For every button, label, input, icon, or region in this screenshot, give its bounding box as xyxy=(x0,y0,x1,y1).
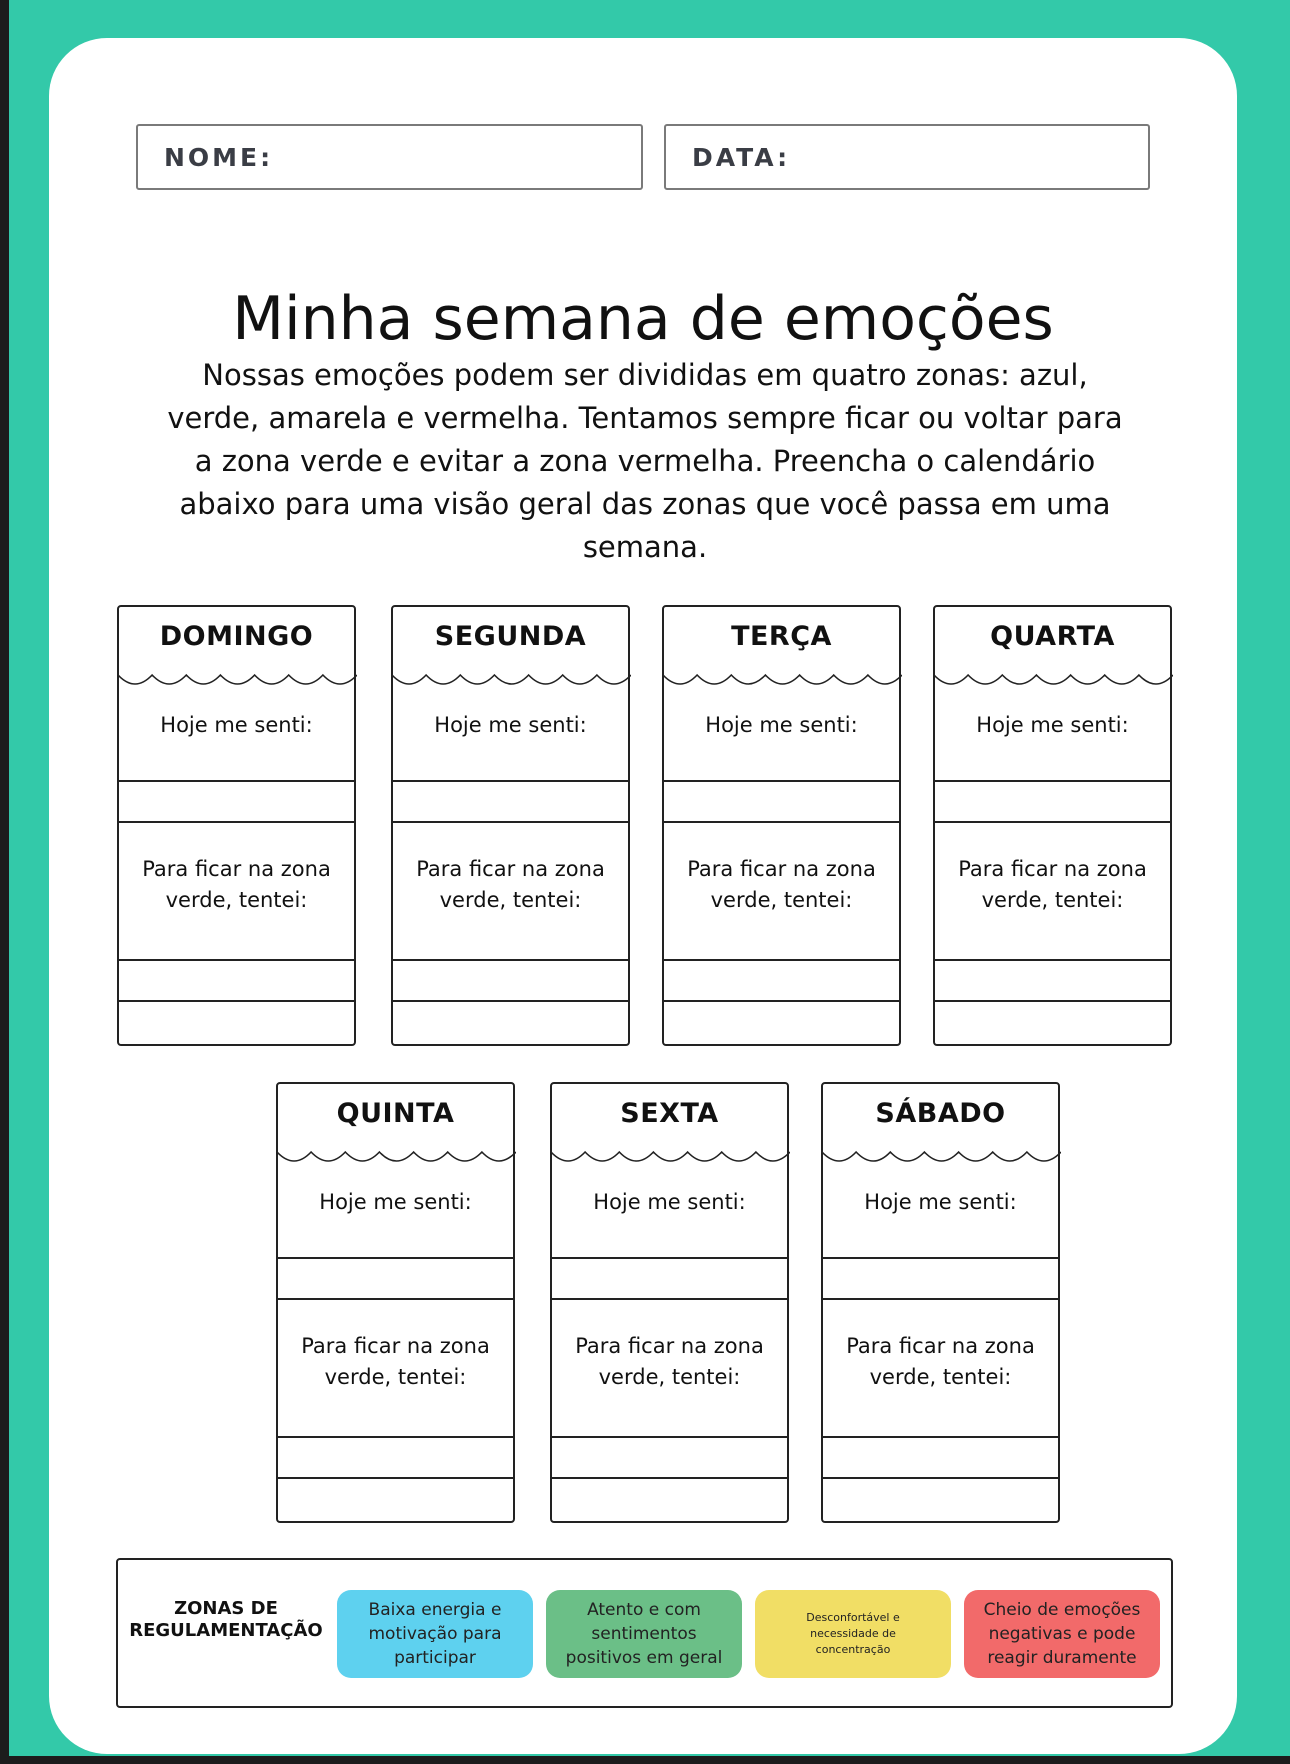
zones-legend xyxy=(116,1558,1173,1708)
tried-line: Para ficar na zona xyxy=(687,857,876,881)
tried-label xyxy=(282,1331,509,1393)
zone-blue-card xyxy=(337,1590,533,1678)
day-card xyxy=(117,605,356,1046)
answer-area[interactable] xyxy=(119,1002,354,1042)
divider-line xyxy=(278,1298,513,1300)
page-title: Minha semana de emoções xyxy=(232,284,1054,354)
divider-line xyxy=(664,821,899,823)
felt-label: Hoje me senti: xyxy=(434,713,587,737)
tried-line: verde, tentei: xyxy=(710,888,853,912)
tried-line: Para ficar na zona xyxy=(301,1334,490,1358)
answer-area[interactable] xyxy=(278,1438,513,1476)
answer-area[interactable] xyxy=(119,782,354,820)
tried-line: Para ficar na zona xyxy=(846,1334,1035,1358)
answer-area[interactable] xyxy=(278,1479,513,1519)
tried-line: Para ficar na zona xyxy=(575,1334,764,1358)
felt-label: Hoje me senti: xyxy=(160,713,313,737)
legend-title-line: ZONAS DE xyxy=(174,1598,278,1619)
tried-line: Para ficar na zona xyxy=(416,857,605,881)
wave-divider xyxy=(118,669,357,691)
answer-area[interactable] xyxy=(935,1002,1170,1042)
tried-label xyxy=(397,854,624,916)
zone-text-line: negativas e pode xyxy=(988,1624,1136,1644)
answer-area[interactable] xyxy=(664,961,899,999)
zone-yellow-card xyxy=(755,1590,951,1678)
day-name: SEGUNDA xyxy=(434,621,587,652)
zone-text-line: motivação para xyxy=(368,1624,502,1644)
felt-label: Hoje me senti: xyxy=(593,1190,746,1214)
answer-area[interactable] xyxy=(278,1259,513,1297)
tried-line: verde, tentei: xyxy=(598,1365,741,1389)
wave-divider xyxy=(934,669,1173,691)
zone-text-line: reagir duramente xyxy=(987,1648,1137,1668)
day-name: SEXTA xyxy=(620,1098,719,1129)
felt-label: Hoje me senti: xyxy=(976,713,1129,737)
felt-label: Hoje me senti: xyxy=(319,1190,472,1214)
day-name: SÁBADO xyxy=(875,1098,1006,1129)
zone-text-line: Atento e com xyxy=(587,1600,701,1620)
tried-label xyxy=(939,854,1166,916)
intro-line: Nossas emoções podem ser divididas em quatro zonas: azul, xyxy=(202,358,1088,392)
zone-text-line: Cheio de emoções xyxy=(983,1600,1141,1620)
zone-text-line: sentimentos xyxy=(591,1624,697,1644)
day-card xyxy=(276,1082,515,1523)
answer-area[interactable] xyxy=(552,1479,787,1519)
wave-divider xyxy=(392,669,631,691)
divider-line xyxy=(119,821,354,823)
date-label: DATA: xyxy=(692,142,791,172)
day-name: QUARTA xyxy=(990,621,1115,652)
zone-text-line: Desconfortável e xyxy=(806,1611,900,1624)
zone-green-card xyxy=(546,1590,742,1678)
answer-area[interactable] xyxy=(823,1479,1058,1519)
answer-area[interactable] xyxy=(664,782,899,820)
answer-area[interactable] xyxy=(393,961,628,999)
tried-line: verde, tentei: xyxy=(869,1365,1012,1389)
tried-label xyxy=(668,854,895,916)
day-card xyxy=(821,1082,1060,1523)
left-edge-strip xyxy=(0,0,9,1764)
bottom-edge-strip xyxy=(0,1756,1290,1764)
answer-area[interactable] xyxy=(823,1259,1058,1297)
day-card xyxy=(550,1082,789,1523)
tried-line: verde, tentei: xyxy=(165,888,308,912)
tried-line: verde, tentei: xyxy=(324,1365,467,1389)
zone-text-line: Baixa energia e xyxy=(368,1600,502,1620)
answer-area[interactable] xyxy=(393,782,628,820)
felt-label: Hoje me senti: xyxy=(705,713,858,737)
divider-line xyxy=(935,821,1170,823)
answer-area[interactable] xyxy=(552,1259,787,1297)
day-name: DOMINGO xyxy=(159,621,314,652)
divider-line xyxy=(552,1298,787,1300)
answer-area[interactable] xyxy=(552,1438,787,1476)
zone-text-line: concentração xyxy=(815,1643,891,1656)
legend-title-line: REGULAMENTAÇÃO xyxy=(129,1620,323,1641)
day-card xyxy=(933,605,1172,1046)
answer-area[interactable] xyxy=(664,1002,899,1042)
tried-label xyxy=(123,854,350,916)
wave-divider xyxy=(822,1146,1061,1168)
zone-red-card xyxy=(964,1590,1160,1678)
name-label: NOME: xyxy=(164,142,274,172)
zone-text-line: participar xyxy=(394,1648,476,1668)
day-card xyxy=(662,605,901,1046)
felt-label: Hoje me senti: xyxy=(864,1190,1017,1214)
date-field[interactable] xyxy=(664,124,1150,190)
legend-title xyxy=(126,1598,326,1642)
zone-text-line: necessidade de xyxy=(810,1627,896,1640)
tried-line: verde, tentei: xyxy=(981,888,1124,912)
answer-area[interactable] xyxy=(393,1002,628,1042)
tried-line: verde, tentei: xyxy=(439,888,582,912)
wave-divider xyxy=(277,1146,516,1168)
intro-line: semana. xyxy=(582,530,708,564)
day-name: TERÇA xyxy=(731,621,832,652)
divider-line xyxy=(823,1298,1058,1300)
intro-line: a zona verde e evitar a zona vermelha. Preencha o calendário xyxy=(194,444,1096,478)
tried-label xyxy=(827,1331,1054,1393)
tried-label xyxy=(556,1331,783,1393)
day-card xyxy=(391,605,630,1046)
tried-line: Para ficar na zona xyxy=(142,857,331,881)
answer-area[interactable] xyxy=(935,782,1170,820)
intro-line: abaixo para uma visão geral das zonas que você passa em uma xyxy=(179,487,1111,521)
answer-area[interactable] xyxy=(119,961,354,999)
day-name: QUINTA xyxy=(336,1098,455,1129)
divider-line xyxy=(393,821,628,823)
wave-divider xyxy=(551,1146,790,1168)
name-field[interactable] xyxy=(136,124,643,190)
answer-area[interactable] xyxy=(935,961,1170,999)
tried-line: Para ficar na zona xyxy=(958,857,1147,881)
wave-divider xyxy=(663,669,902,691)
answer-area[interactable] xyxy=(823,1438,1058,1476)
intro-line: verde, amarela e vermelha. Tentamos sempre ficar ou voltar para xyxy=(167,401,1123,435)
zone-text-line: positivos em geral xyxy=(565,1648,723,1668)
intro-paragraph xyxy=(145,354,1145,569)
